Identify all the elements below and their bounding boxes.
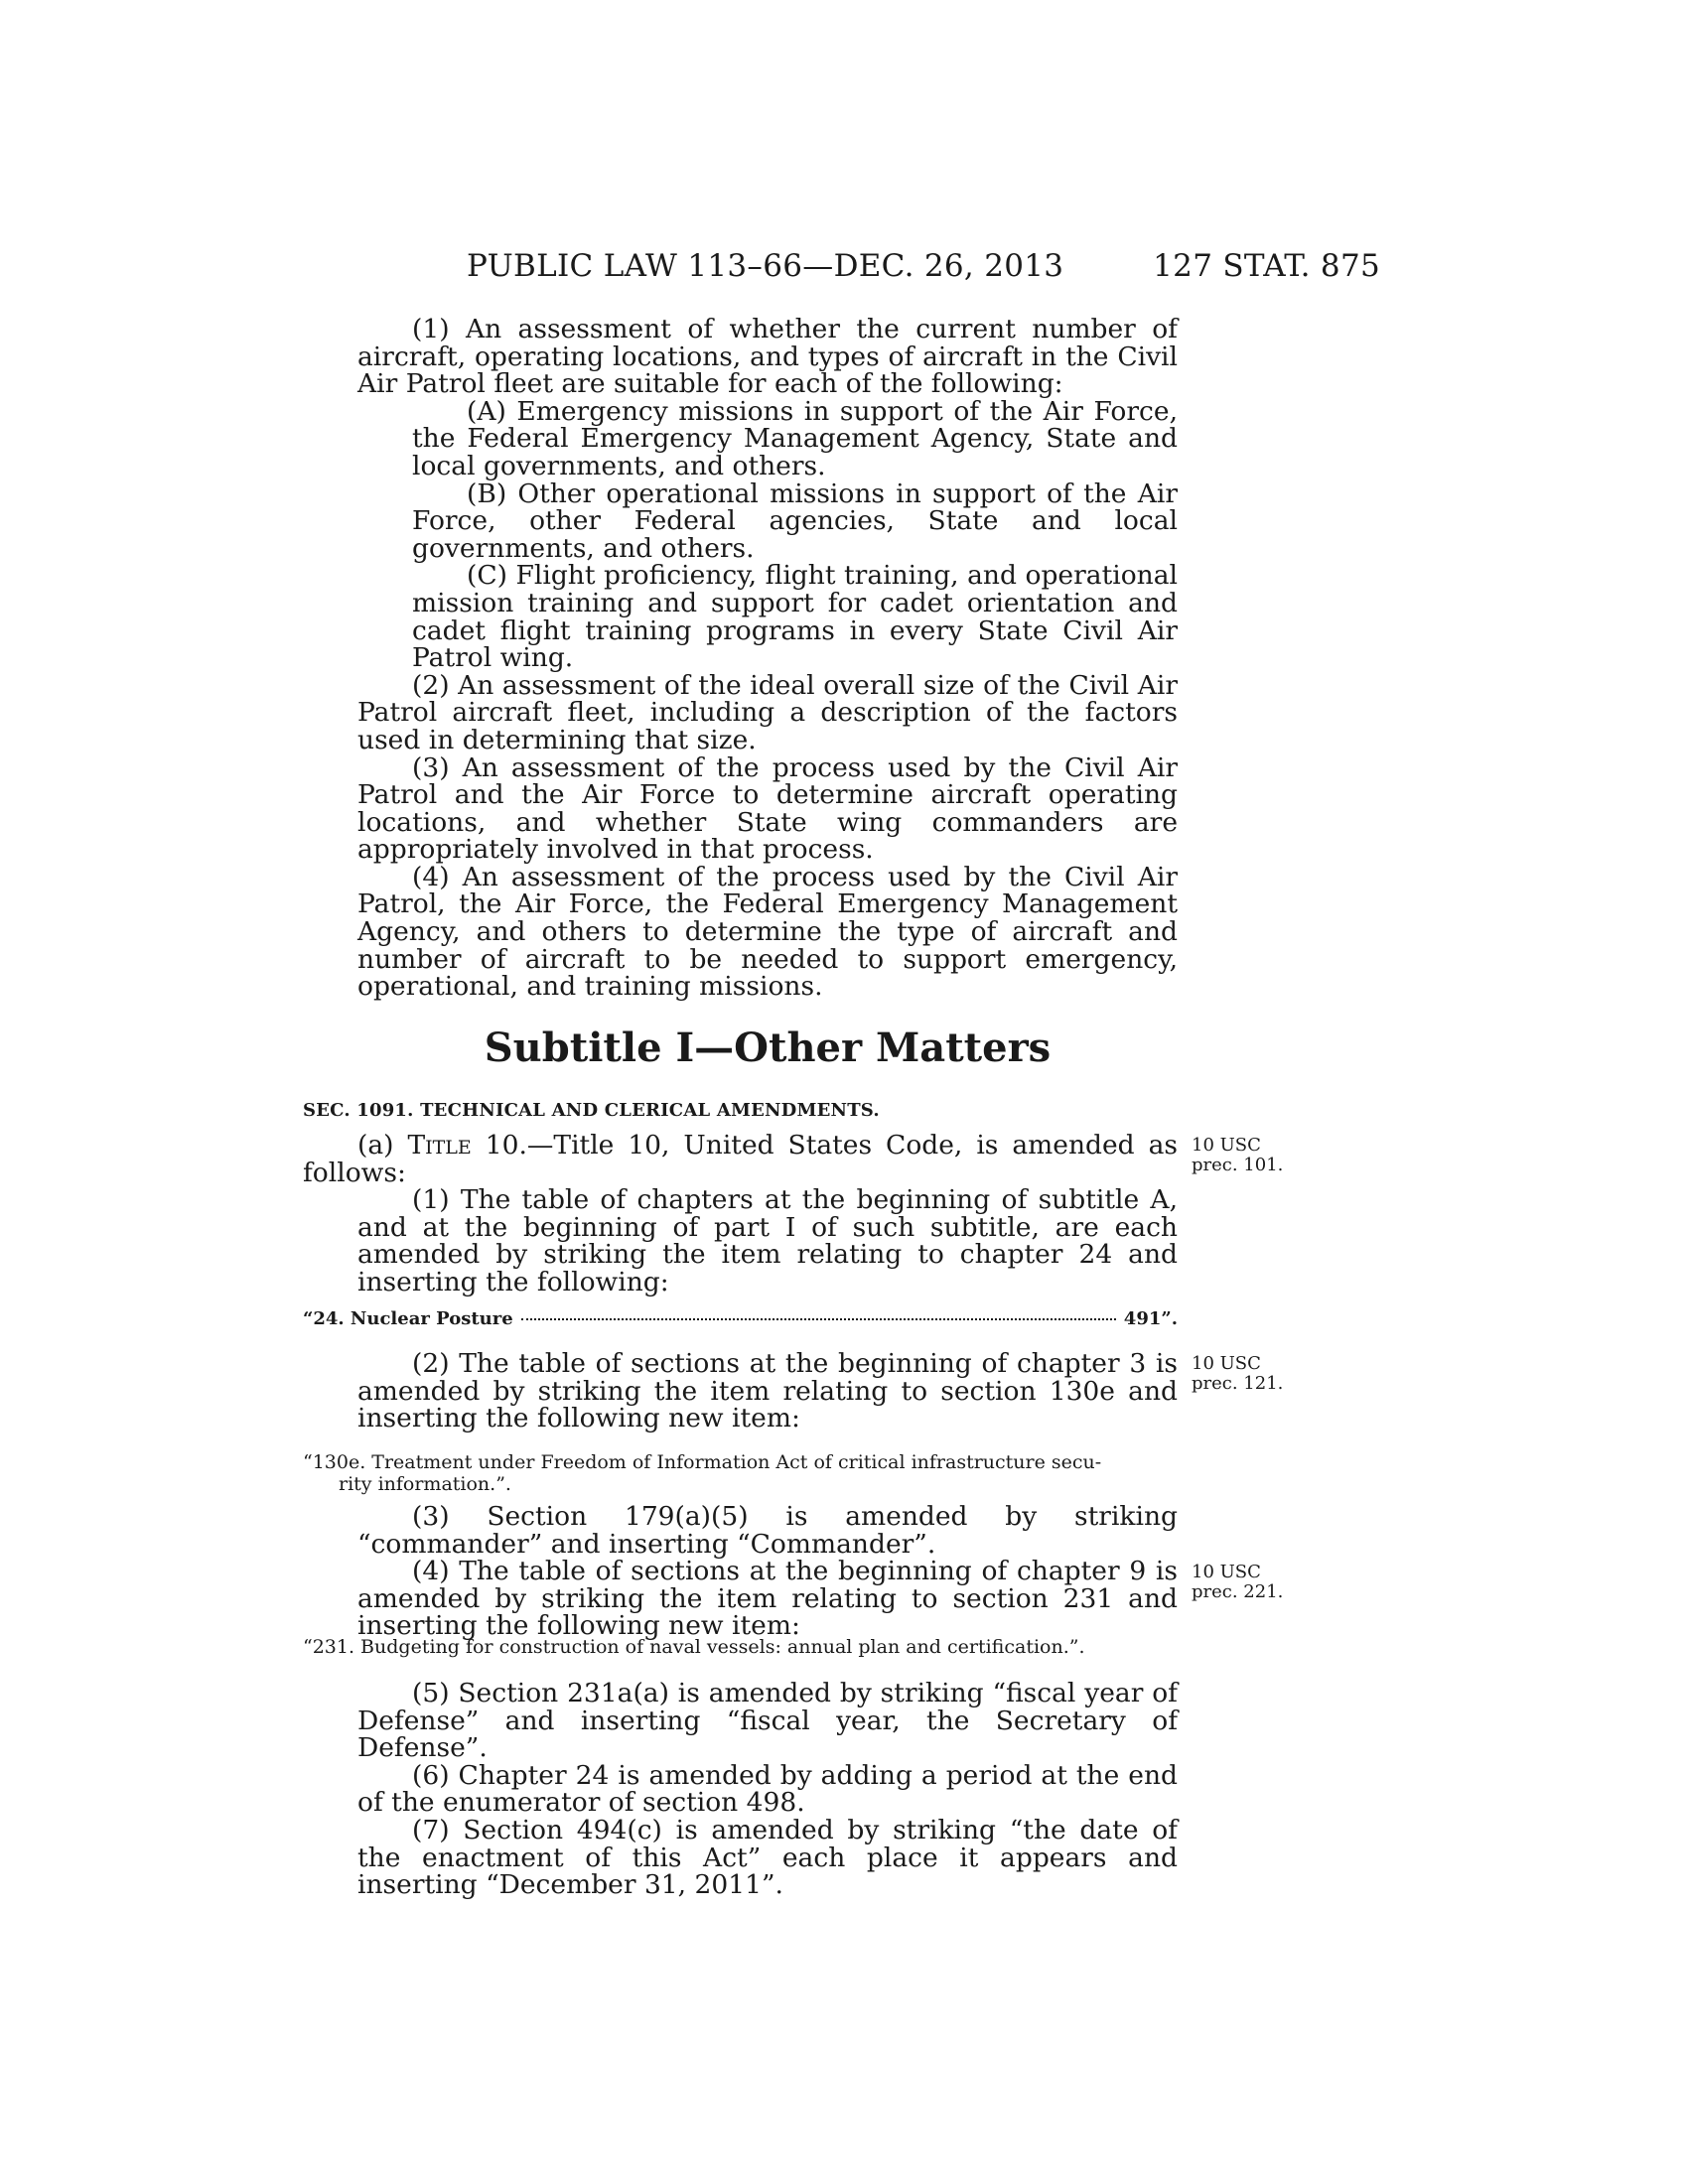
quote-130e-line2: rity information.”. — [339, 1473, 511, 1495]
item-4: (4) The table of sections at the beginning of chapter 9 is amended by striking the item relating to section 231 and inserting the following new item: — [357, 1556, 1178, 1642]
title-smallcaps: Title — [407, 1130, 472, 1160]
paragraph-1c: (C) Flight proficiency, flight training, and operational mission training and support for cadet orientation and cadet flight training programs in every State Civil Air Patrol wing. — [412, 560, 1178, 674]
paragraph-1a: (A) Emergency missions in support of the Air Force, the Federal Emergency Management Agency, State and local governments, and others. — [412, 395, 1178, 481]
margin-note-1: 10 USC prec. 101. — [1192, 1135, 1284, 1175]
item-3: (3) Section 179(a)(5) is amended by striking “commander” and inserting “Commander”. — [357, 1501, 1178, 1560]
margin-note-3: 10 USC prec. 221. — [1192, 1562, 1284, 1602]
item-6: (6) Chapter 24 is amended by adding a period at the end of the enumerator of section 498. — [357, 1759, 1178, 1819]
paragraph-4: (4) An assessment of the process used by the Civil Air Patrol, the Air Force, the Federal Emergency Management Agency, and others to determine the type of aircraft and number of aircraft to be needed to support emergency, operational, and training missions. — [357, 861, 1178, 1003]
items-5-7-block — [357, 1680, 1178, 1899]
toc-page: 491”. — [1123, 1308, 1178, 1329]
subtitle-heading: Subtitle I—Other Matters — [484, 1024, 1052, 1071]
section-a-intro: (a) Title 10.—Title 10, United States Code, is amended as follows: — [303, 1130, 1179, 1188]
quote-130e-line1: “130e. Treatment under Freedom of Information Act of critical infrastructure secu- — [303, 1451, 1102, 1473]
margin-note-2: 10 USC prec. 121. — [1192, 1353, 1284, 1394]
section-a — [303, 1132, 1178, 1297]
items-3-4-block — [357, 1503, 1178, 1640]
assessment-list — [357, 316, 1178, 1001]
quote-130e — [303, 1451, 1178, 1495]
stat-page-number: 127 STAT. 875 — [1153, 248, 1380, 284]
item-2: (2) The table of sections at the beginning of chapter 3 is amended by striking the item relating to section 130e and inserting the following new item: — [357, 1348, 1178, 1434]
law-citation: PUBLIC LAW 113–66—DEC. 26, 2013 — [467, 248, 1064, 284]
toc-label: “24. Nuclear Posture — [303, 1308, 513, 1329]
paragraph-3: (3) An assessment of the process used by the Civil Air Patrol and the Air Force to determine aircraft operating locations, and whether State wing commanders are appropriately involved in that process. — [357, 751, 1178, 866]
item-5: (5) Section 231a(a) is amended by striking “fiscal year of Defense” and inserting “fiscal year, the Secretary of Defense”. — [357, 1678, 1178, 1764]
toc-leader-dots — [521, 1318, 1116, 1320]
paragraph-1: (1) An assessment of whether the current number of aircraft, operating locations, and types of aircraft in the Civil Air Patrol fleet are suitable for each of the following: — [357, 314, 1178, 400]
item-1: (1) The table of chapters at the beginning of subtitle A, and at the beginning of part I of such subtitle, are each amended by striking the item relating to chapter 24 and inserting the following: — [357, 1184, 1178, 1297]
section-heading: SEC. 1091. TECHNICAL AND CLERICAL AMENDMENTS. — [303, 1100, 880, 1121]
toc-entry-chapter-24 — [303, 1308, 1178, 1329]
quote-231: “231. Budgeting for construction of naval vessels: annual plan and certification.”. — [303, 1636, 1085, 1658]
item-2-block — [357, 1350, 1178, 1433]
paragraph-1b: (B) Other operational missions in support of the Air Force, other Federal agencies, State and local governments, and others. — [412, 478, 1178, 564]
item-7: (7) Section 494(c) is amended by striking “the date of the enactment of this Act” each place it appears and inserting “December 31, 2011”. — [357, 1814, 1178, 1901]
paragraph-2: (2) An assessment of the ideal overall size of the Civil Air Patrol aircraft fleet, including a description of the factors used in determining that size. — [357, 669, 1178, 755]
page-header — [467, 248, 1380, 288]
